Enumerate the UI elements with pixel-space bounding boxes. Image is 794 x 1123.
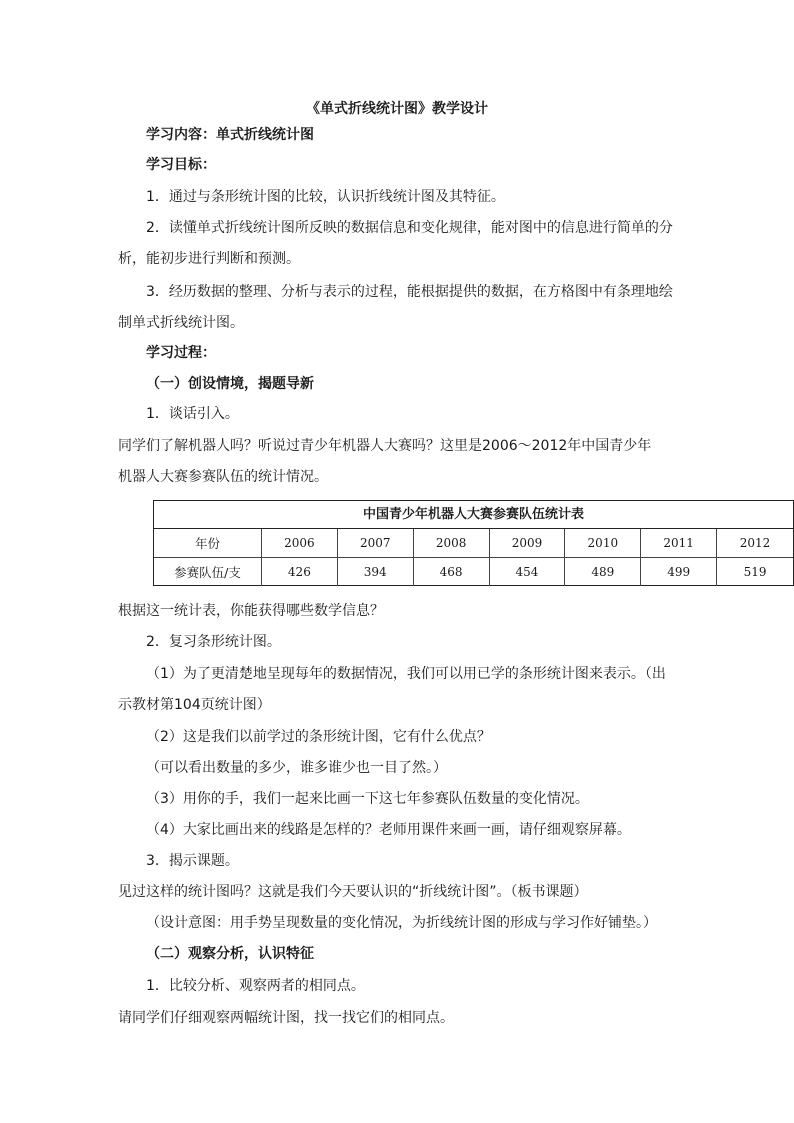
table-cell-year: 2011 bbox=[641, 529, 717, 557]
table-cell-year: 2007 bbox=[338, 529, 414, 557]
table-cell-year: 2008 bbox=[414, 529, 490, 557]
goal-3-line-2: 制单式折线统计图。 bbox=[118, 315, 244, 331]
table-cell-teams: 468 bbox=[414, 558, 490, 586]
content-label: 学习内容：单式折线统计图 bbox=[146, 127, 314, 143]
table-header-year: 年份 bbox=[154, 529, 262, 557]
process-label: 学习过程： bbox=[146, 345, 216, 361]
item-2-4: （4）大家比画出来的线路是怎样的？老师用课件来画一画，请仔细观察屏幕。 bbox=[146, 822, 631, 838]
item-2-3: （3）用你的手，我们一起来比画一下这七年参赛队伍数量的变化情况。 bbox=[146, 791, 589, 807]
goal-2-line-2: 析，能初步进行判断和预测。 bbox=[118, 251, 300, 267]
table-cell-year: 2012 bbox=[739, 536, 771, 550]
table-row-years bbox=[154, 529, 793, 558]
goal-3-line-1: 3．经历数据的整理、分析与表示的过程，能根据提供的数据，在方格图中有条理地绘 bbox=[146, 284, 673, 300]
section-2-paragraph: 请同学们仔细观察两幅统计图，找一找它们的相同点。 bbox=[118, 1010, 454, 1026]
document-title: 《单式折线统计图》教学设计 bbox=[306, 101, 488, 117]
table-caption: 中国青少年机器人大赛参赛队伍统计表 bbox=[154, 501, 793, 529]
table-row-teams bbox=[154, 558, 793, 586]
item-2-1-line-1: （1）为了更清楚地呈现每年的数据情况，我们可以用已学的条形统计图来表示。（出 bbox=[146, 666, 666, 682]
section-1-heading: （一）创设情境，揭题导新 bbox=[146, 376, 314, 392]
table-cell-teams: 519 bbox=[743, 565, 767, 579]
item-2-2-answer: （可以看出数量的多少，谁多谁少也一目了然。） bbox=[146, 760, 447, 776]
table-cell-year: 2009 bbox=[490, 529, 566, 557]
item-3-paragraph: 见过这样的统计图吗？这就是我们今天要认识的“折线统计图”。（板书课题） bbox=[118, 884, 588, 900]
table-header-teams: 参赛队伍/支 bbox=[154, 558, 262, 586]
goals-label: 学习目标： bbox=[146, 157, 216, 173]
section-1-paragraph-line-2: 机器人大赛参赛队伍的统计情况。 bbox=[118, 469, 328, 485]
table-cell-teams: 489 bbox=[565, 558, 641, 586]
section-2-heading: （二）观察分析，认识特征 bbox=[146, 946, 314, 962]
section-1-paragraph-line-1: 同学们了解机器人吗？听说过青少年机器人大赛吗？这里是2006～2012年中国青少年 bbox=[118, 438, 652, 454]
item-2-1-line-2: 示教材第104页统计图） bbox=[118, 697, 271, 713]
section-1-item-3: 3．揭示课题。 bbox=[146, 853, 239, 869]
table-cell-teams: 426 bbox=[262, 558, 338, 586]
table-cell-year: 2010 bbox=[565, 529, 641, 557]
table-cell-teams: 394 bbox=[338, 558, 414, 586]
table-cell-teams: 499 bbox=[641, 558, 717, 586]
design-intent-note: （设计意图：用手势呈现数量的变化情况，为折线统计图的形成与学习作好铺垫。） bbox=[146, 915, 657, 931]
section-2-item-1: 1．比较分析、观察两者的相同点。 bbox=[146, 978, 365, 994]
table-cell-year: 2006 bbox=[262, 529, 338, 557]
goal-2-line-1: 2．读懂单式折线统计图所反映的数据信息和变化规律，能对图中的信息进行简单的分 bbox=[146, 220, 673, 236]
section-1-item-1: 1．谈话引入。 bbox=[146, 406, 239, 422]
table-cell-teams: 454 bbox=[490, 558, 566, 586]
goal-1: 1．通过与条形统计图的比较，认识折线统计图及其特征。 bbox=[146, 189, 505, 205]
statistics-table bbox=[153, 500, 794, 586]
item-2-2: （2）这是我们以前学过的条形统计图，它有什么优点？ bbox=[146, 729, 491, 745]
section-1-item-2: 2．复习条形统计图。 bbox=[146, 634, 281, 650]
after-table-question: 根据这一统计表，你能获得哪些数学信息？ bbox=[118, 603, 384, 619]
